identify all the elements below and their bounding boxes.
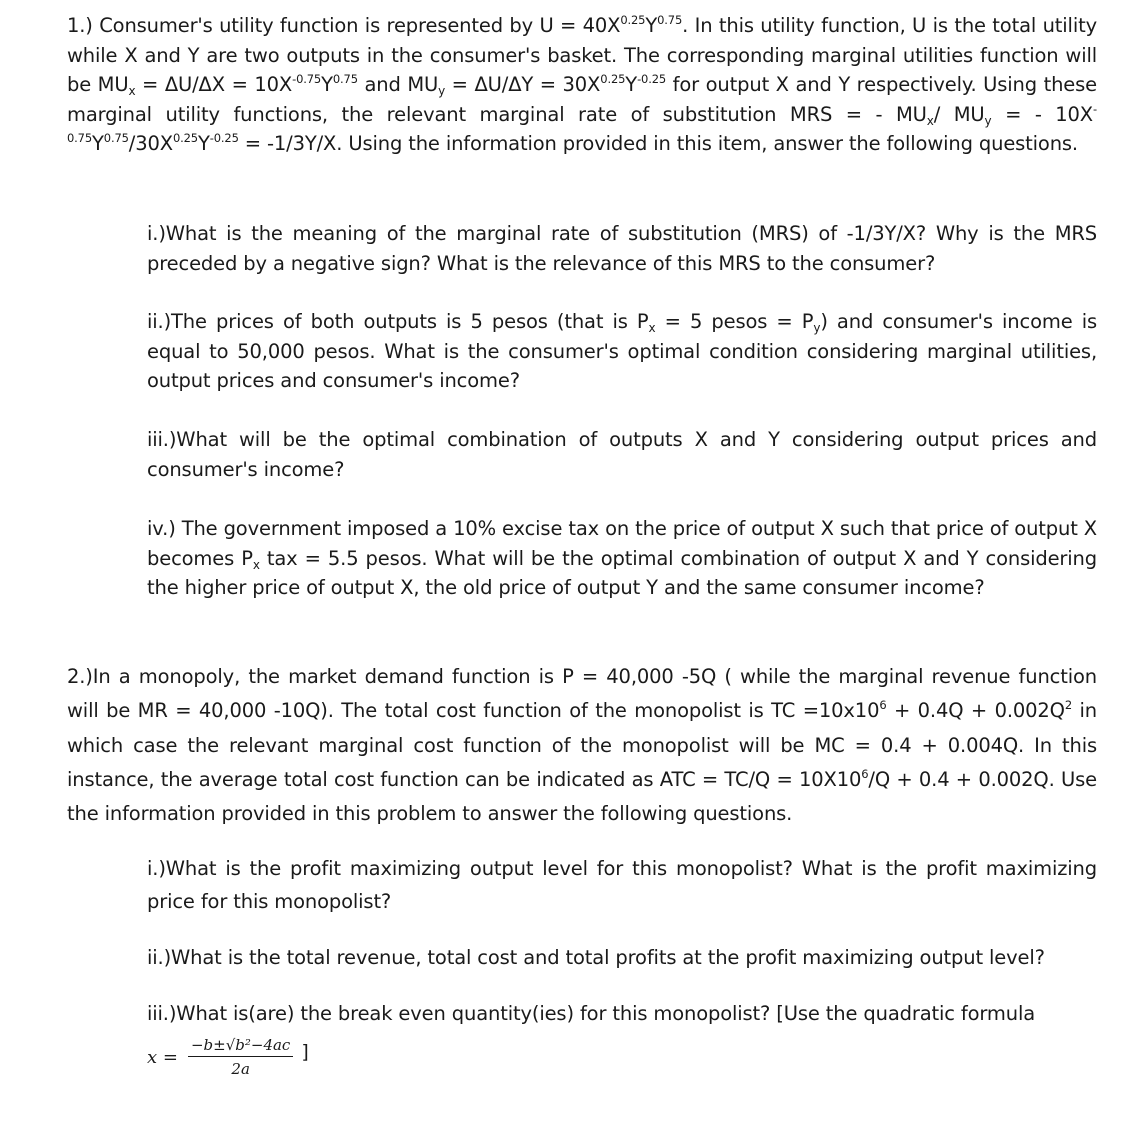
question-1-part-i: i.)What is the meaning of the marginal rate of substitution (MRS) of -1/3Y/X? Why is the MRS preceded by a negative sign? What is the relevance of this MRS to the consumer?: [147, 222, 1097, 275]
subscript: x: [252, 557, 260, 572]
q1-text: for output X and Y respectively. Using these marginal utility functions, the relevant marginal rate of substitution MRS = - MU: [67, 73, 1097, 126]
subscript: y: [813, 321, 821, 335]
question-1-part-ii: [147, 307, 1097, 396]
question-2-intro: [67, 660, 1097, 831]
q1-iv-text: iv.) The government imposed a 10% excise tax on the price of output X such that price of output X becomes P: [147, 517, 1097, 570]
closing-bracket: ]: [301, 1041, 309, 1063]
question-1-intro: [67, 11, 1097, 159]
exponent: 0.25: [600, 72, 626, 87]
exponent: -0.25: [209, 131, 239, 146]
exponent: 0.75: [103, 131, 129, 146]
formula-fraction: [188, 1036, 293, 1078]
exponent: 6: [879, 698, 887, 713]
subscript: x: [926, 113, 934, 128]
subscript: x: [128, 84, 136, 99]
subscript: x: [648, 321, 656, 335]
formula-lhs: x =: [147, 1046, 178, 1068]
q2-text: + 0.4Q + 0.002Q: [886, 699, 1065, 723]
q1-text: . In this utility function, U is the total utility while X and Y are two outputs in the consumer's basket. The corresponding marginal utilities function will be MU: [67, 14, 1097, 97]
q1-text: 1.) Consumer's utility function is represented by U = 40X: [67, 14, 621, 37]
q1-text: Y: [92, 132, 104, 156]
q1-text: / MU: [933, 102, 985, 126]
exponent: 6: [861, 766, 869, 781]
exponent: 0.75: [332, 72, 358, 87]
q1-text: /30X: [128, 132, 173, 156]
exponent: -0.75: [292, 72, 322, 87]
formula-denominator: 2a: [231, 1060, 250, 1078]
q1-text: = -1/3Y/X. Using the information provided in this item, answer the following questions.: [238, 132, 1078, 156]
question-2-part-ii: ii.)What is the total revenue, total cost and total profits at the profit maximizing output level?: [147, 946, 1045, 969]
q2-text: in which case the relevant marginal cost function of the monopolist will be MC = 0.4 + 0.004Q. In this instance, the average total cost function can be indicated as ATC = TC/Q = 10X10: [67, 699, 1097, 791]
q2-text: 2.)In a monopoly, the market demand function is P = 40,000 -5Q ( while the marginal revenue function will be MR = 40,000 -10Q). The total cost function of the monopolist is TC =10x10: [67, 665, 1097, 723]
q1-text: = ΔU/ΔX = 10X: [135, 73, 293, 97]
q2-text: /Q + 0.4 + 0.002Q. Use the information provided in this problem to answer the following questions.: [67, 767, 1097, 826]
exponent: -0.75: [67, 101, 1097, 146]
q1-text: = - 10X: [991, 102, 1093, 126]
question-1-part-iv: [147, 514, 1097, 603]
question-2-part-i: i.)What is the profit maximizing output level for this monopolist? What is the profit maximizing price for this monopolist?: [147, 857, 1097, 913]
q1-text: Y: [625, 73, 638, 97]
q1-text: Y: [321, 73, 333, 97]
exponent: 0.25: [172, 131, 198, 146]
subscript: y: [438, 84, 446, 99]
subscript: y: [984, 113, 992, 128]
q1-text: Y: [197, 132, 210, 156]
exponent: 0.75: [657, 13, 683, 27]
q1-text: and MU: [357, 73, 439, 97]
q1-text: = ΔU/ΔY = 30X: [445, 73, 601, 97]
exponent: 0.25: [620, 13, 646, 27]
exponent: 2: [1064, 698, 1073, 713]
question-1-part-iii: iii.)What will be the optimal combination of outputs X and Y considering output prices and consumer's income?: [147, 428, 1097, 481]
exponent: -0.25: [637, 72, 667, 87]
q1-iv-text: tax = 5.5 pesos. What will be the optimal combination of output X and Y considering the higher price of output X, the old price of output Y and the same consumer income?: [147, 546, 1097, 600]
q1-text: Y: [645, 14, 658, 37]
q1-ii-text: ) and consumer's income is equal to 50,000 pesos. What is the consumer's optimal condition considering marginal utilities, output prices and consumer's income?: [147, 310, 1097, 393]
quadratic-formula: [147, 1036, 309, 1078]
q1-ii-text: ii.)The prices of both outputs is 5 pesos (that is P: [147, 310, 649, 333]
q1-ii-text: = 5 pesos = P: [655, 310, 814, 333]
question-2-part-iii: iii.)What is(are) the break even quantity(ies) for this monopolist? [Use the quadratic formula: [147, 1002, 1036, 1025]
formula-numerator: −b±√b²−4ac: [188, 1036, 293, 1057]
